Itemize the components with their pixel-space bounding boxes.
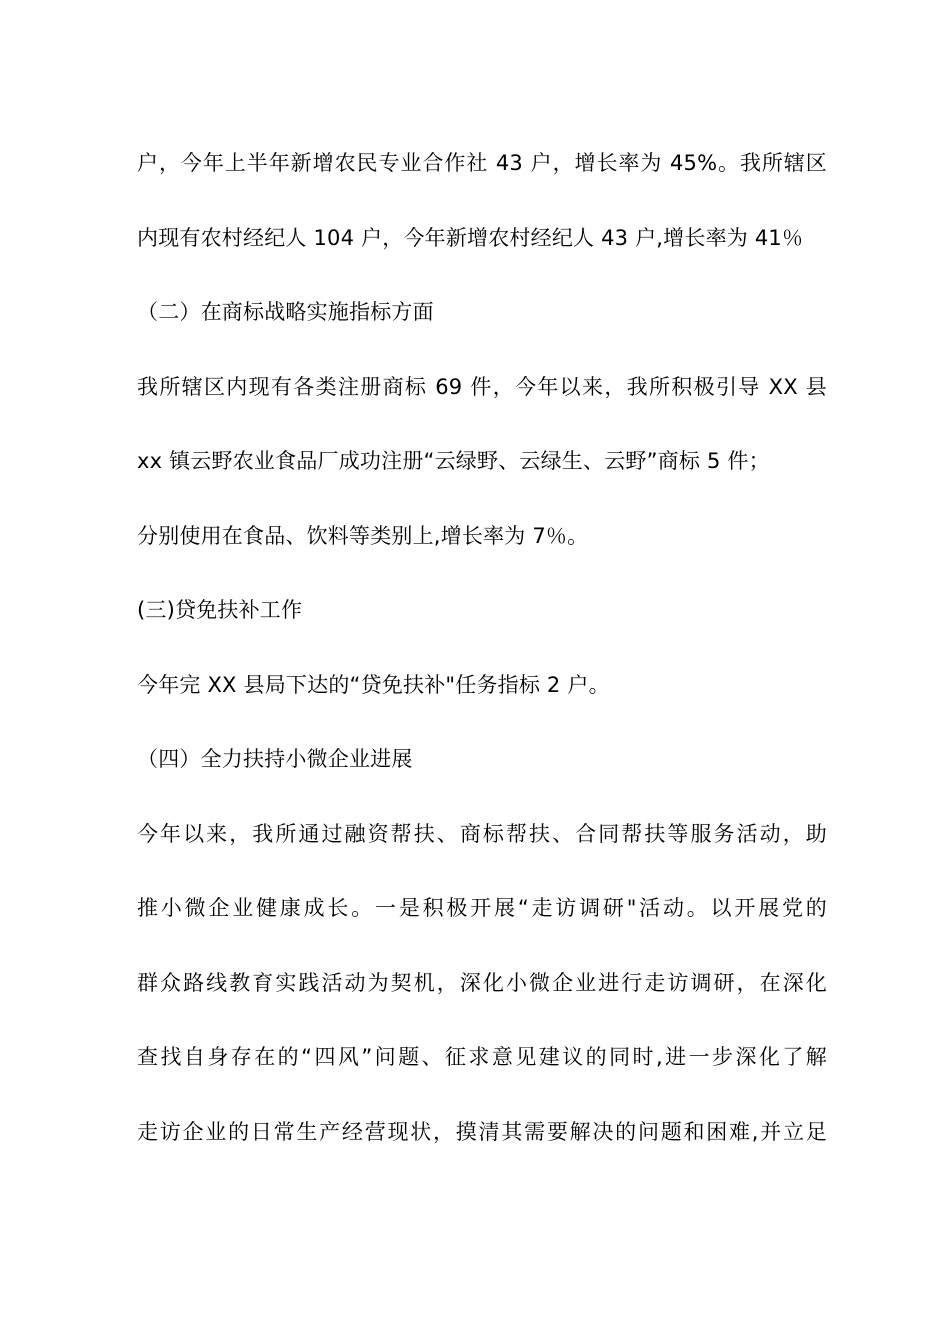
paragraph-line: 分别使用在食品、饮料等类别上,增长率为 7％。: [137, 524, 589, 548]
paragraph-line: xx 镇云野农业食品厂成功注册“云绿野、云绿生、云野”商标 5 件；: [137, 449, 770, 473]
paragraph-line: 户，今年上半年新增农民专业合作社 43 户，增长率为 45%。我所辖区: [137, 151, 827, 175]
section-heading: (三)贷免扶补工作: [137, 598, 303, 622]
paragraph-line: 推小微企业健康成长。一是积极开展“走访调研"活动。以开展党的: [137, 896, 827, 920]
paragraph-line: 今年完 XX 县局下达的“贷免扶补"任务指标 2 户。: [137, 673, 610, 697]
paragraph-line: 今年以来，我所通过融资帮扶、商标帮扶、合同帮扶等服务活动，助: [137, 822, 827, 846]
paragraph-line: 查找自身存在的“四风”问题、征求意见建议的同时,进一步深化了解: [137, 1045, 827, 1069]
section-heading: （四）全力扶持小微企业进展: [137, 747, 413, 771]
paragraph-line: 群众路线教育实践活动为契机，深化小微企业进行走访调研，在深化: [137, 971, 827, 995]
section-heading: （二）在商标战略实施指标方面: [137, 300, 434, 324]
paragraph-line: 走访企业的日常生产经营现状，摸清其需要解决的问题和困难,并立足: [137, 1120, 827, 1144]
paragraph-line: 内现有农村经纪人 104 户，今年新增农村经纪人 43 户,增长率为 41％: [137, 226, 804, 250]
paragraph-line: 我所辖区内现有各类注册商标 69 件，今年以来，我所积极引导 XX 县: [137, 375, 827, 399]
